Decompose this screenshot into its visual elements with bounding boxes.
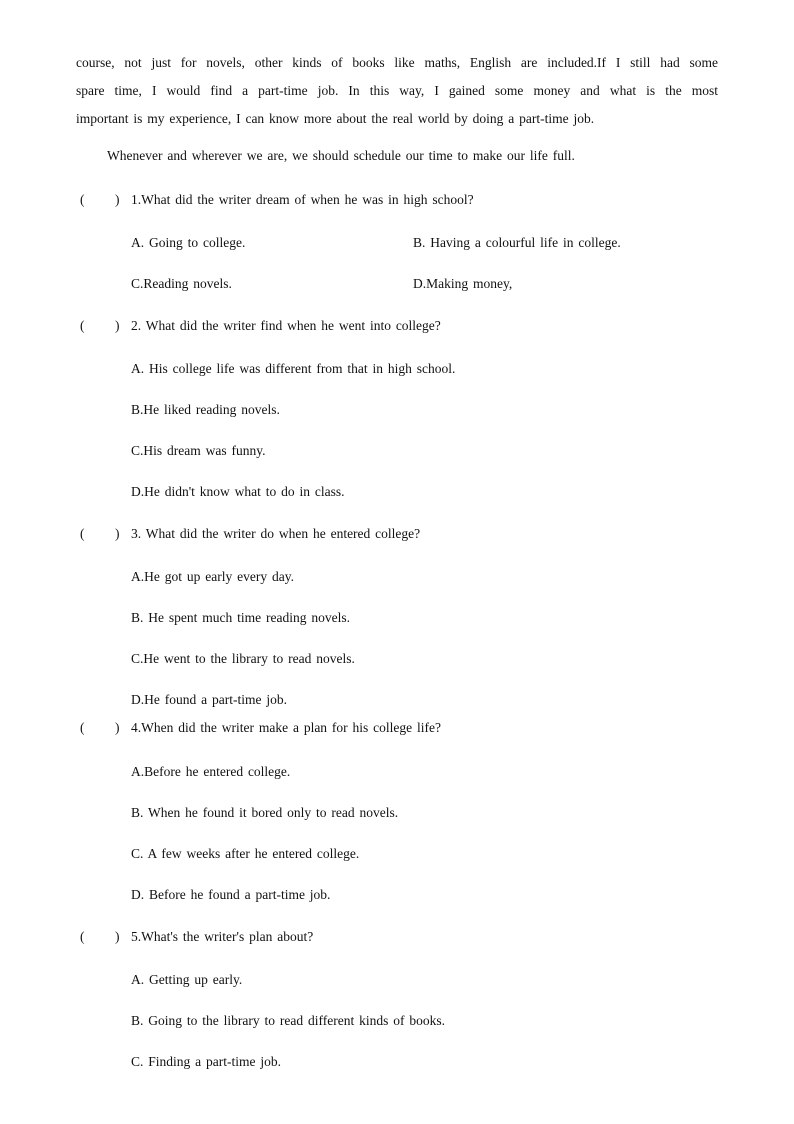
option-a: A. Getting up early. [131, 972, 243, 987]
option-b: B. Having a colourful life in college. [413, 235, 621, 250]
passage-paragraph [76, 49, 718, 133]
option-c: C.Reading novels. [131, 276, 232, 291]
option-c: C.His dream was funny. [131, 443, 266, 458]
option-d: D.He didn't know what to do in class. [131, 484, 345, 499]
option-c: C.He went to the library to read novels. [131, 651, 355, 666]
passage-line: spare time, I would find a part-time job. In this way, I gained some money and what is the most [76, 83, 718, 98]
passage-line: important is my experience, I can know more about the real world by doing a part-time job. [76, 111, 595, 126]
question-stem: 1.What did the writer dream of when he was in high school? [131, 192, 474, 207]
option-c: C. Finding a part-time job. [131, 1054, 281, 1069]
answer-bracket-open: ( [80, 318, 85, 333]
question-stem: 3. What did the writer do when he entered college? [131, 526, 421, 541]
option-b: B. When he found it bored only to read novels. [131, 805, 399, 820]
option-d: D.He found a part-time job. [131, 692, 287, 707]
answer-bracket-open: ( [80, 929, 85, 944]
answer-bracket-close: ) [115, 318, 120, 333]
answer-bracket-close: ) [115, 929, 120, 944]
passage-closing-sentence: Whenever and wherever we are, we should schedule our time to make our life full. [107, 148, 575, 163]
option-a: A. His college life was different from that in high school. [131, 361, 456, 376]
option-c: C. A few weeks after he entered college. [131, 846, 360, 861]
question-stem: 2. What did the writer find when he went into college? [131, 318, 441, 333]
option-d: D. Before he found a part-time job. [131, 887, 331, 902]
option-a: A. Going to college. [131, 235, 246, 250]
answer-bracket-open: ( [80, 526, 85, 541]
question-stem: 5.What's the writer's plan about? [131, 929, 314, 944]
option-a: A.He got up early every day. [131, 569, 294, 584]
passage-line: course, not just for novels, other kinds of books like maths, English are included.If I still had some [76, 55, 718, 70]
option-a: A.Before he entered college. [131, 764, 291, 779]
option-d: D.Making money, [413, 276, 513, 291]
option-b: B. He spent much time reading novels. [131, 610, 350, 625]
answer-bracket-close: ) [115, 192, 120, 207]
option-b: B. Going to the library to read different kinds of books. [131, 1013, 445, 1028]
answer-bracket-close: ) [115, 526, 120, 541]
question-stem: 4.When did the writer make a plan for his college life? [131, 720, 442, 735]
answer-bracket-open: ( [80, 720, 85, 735]
answer-bracket-open: ( [80, 192, 85, 207]
option-b: B.He liked reading novels. [131, 402, 280, 417]
answer-bracket-close: ) [115, 720, 120, 735]
